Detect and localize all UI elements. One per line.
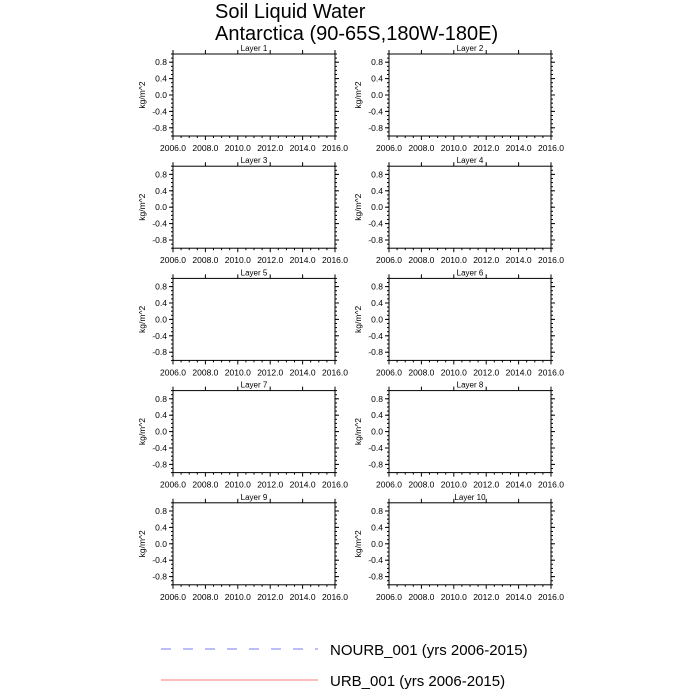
- y-tick-label: -0.8: [152, 122, 167, 133]
- y-tick-label: 0.4: [371, 298, 383, 308]
- x-tick-label: 2016.0: [538, 367, 564, 378]
- panel-title: Layer 7: [240, 380, 268, 390]
- legend-label-urb: URB_001 (yrs 2006-2015): [330, 673, 506, 690]
- y-tick-label: 0.8: [371, 281, 383, 292]
- plot-frame: [173, 503, 335, 585]
- x-tick-label: 2010.0: [440, 479, 467, 490]
- panel-layer-6: [353, 268, 564, 377]
- plot-frame: [389, 391, 551, 473]
- x-tick-label: 2010.0: [224, 367, 251, 378]
- y-tick-label: 0.8: [155, 506, 167, 516]
- x-tick-label: 2014.0: [289, 143, 316, 153]
- y-tick-label: -0.8: [152, 571, 167, 582]
- y-axis-label: kg/m^2: [137, 193, 147, 221]
- panel-title: Layer 1: [240, 44, 268, 53]
- y-tick-label: -0.8: [368, 235, 383, 245]
- y-tick-label: -0.8: [152, 235, 167, 245]
- y-tick-label: -0.4: [368, 443, 383, 453]
- panel-title: Layer 5: [240, 268, 268, 278]
- x-tick-label: 2016.0: [322, 255, 348, 266]
- x-tick-label: 2006.0: [160, 143, 186, 153]
- x-tick-label: 2012.0: [257, 255, 284, 266]
- y-tick-label: 0.8: [155, 281, 167, 292]
- x-tick-label: 2014.0: [505, 479, 532, 490]
- panel-layer-4: [353, 156, 564, 265]
- x-tick-label: 2014.0: [505, 255, 532, 266]
- x-tick-label: 2016.0: [322, 143, 348, 153]
- x-tick-label: 2016.0: [322, 479, 348, 490]
- x-tick-label: 2008.0: [192, 255, 219, 266]
- x-tick-label: 2008.0: [408, 591, 435, 602]
- x-tick-label: 2012.0: [473, 255, 500, 266]
- y-tick-label: -0.8: [152, 347, 167, 358]
- y-tick-label: 0.8: [155, 57, 167, 68]
- y-axis-label: kg/m^2: [353, 530, 363, 558]
- panel-title: Layer 10: [454, 492, 486, 502]
- y-tick-label: -0.8: [368, 347, 383, 358]
- y-tick-label: -0.4: [368, 555, 383, 566]
- y-axis-label: kg/m^2: [137, 530, 147, 558]
- y-tick-label: 0.4: [155, 298, 167, 308]
- x-tick-label: 2014.0: [289, 255, 316, 266]
- y-axis-label: kg/m^2: [137, 305, 147, 333]
- x-tick-label: 2014.0: [289, 591, 316, 602]
- y-tick-label: -0.4: [368, 218, 383, 229]
- x-tick-label: 2010.0: [224, 255, 251, 266]
- plot-frame: [389, 166, 551, 248]
- plot-frame: [173, 54, 335, 136]
- y-tick-label: 0.8: [155, 393, 167, 404]
- y-tick-label: -0.8: [152, 459, 167, 470]
- panel-title: Layer 4: [456, 156, 484, 166]
- panel-title: Layer 3: [240, 156, 268, 166]
- x-tick-label: 2010.0: [224, 143, 251, 153]
- y-axis-label: kg/m^2: [137, 418, 147, 446]
- x-tick-label: 2010.0: [440, 591, 467, 602]
- plot-frame: [389, 278, 551, 360]
- x-tick-label: 2006.0: [160, 255, 186, 266]
- x-tick-label: 2006.0: [376, 591, 402, 602]
- y-tick-label: -0.4: [152, 555, 167, 566]
- x-tick-label: 2008.0: [192, 479, 219, 490]
- panel-layer-7: [137, 381, 348, 490]
- y-tick-label: 0.8: [371, 169, 383, 180]
- y-tick-label: 0.0: [371, 202, 383, 213]
- x-tick-label: 2010.0: [440, 255, 467, 266]
- x-tick-label: 2008.0: [192, 367, 219, 378]
- y-tick-label: -0.4: [152, 443, 167, 453]
- x-tick-label: 2016.0: [538, 479, 564, 490]
- x-tick-label: 2010.0: [224, 479, 251, 490]
- x-tick-label: 2016.0: [538, 255, 564, 266]
- x-tick-label: 2006.0: [376, 143, 402, 153]
- x-tick-label: 2008.0: [408, 479, 435, 490]
- y-tick-label: -0.4: [368, 106, 383, 117]
- x-tick-label: 2016.0: [538, 143, 564, 153]
- x-tick-label: 2016.0: [322, 591, 348, 602]
- y-axis-label: kg/m^2: [353, 305, 363, 333]
- chart-title-line-2: Antarctica (90-65S,180W-180E): [215, 23, 499, 45]
- y-tick-label: 0.4: [155, 73, 167, 84]
- x-tick-label: 2014.0: [505, 143, 532, 153]
- y-tick-label: -0.4: [152, 106, 167, 117]
- y-tick-label: -0.4: [368, 330, 383, 341]
- y-tick-label: -0.8: [368, 122, 383, 133]
- x-tick-label: 2012.0: [257, 367, 284, 378]
- x-tick-label: 2006.0: [376, 367, 402, 378]
- x-tick-label: 2012.0: [257, 143, 284, 153]
- y-tick-label: 0.4: [155, 522, 167, 533]
- x-tick-label: 2012.0: [473, 591, 500, 602]
- x-tick-label: 2010.0: [440, 143, 467, 153]
- panel-title: Layer 6: [456, 268, 484, 278]
- x-tick-label: 2012.0: [473, 367, 500, 378]
- plot-frame: [173, 391, 335, 473]
- panel-layer-9: [137, 493, 348, 602]
- plot-frame: [173, 166, 335, 248]
- plot-frame: [173, 278, 335, 360]
- plot-frame: [389, 503, 551, 585]
- x-tick-label: 2014.0: [289, 367, 316, 378]
- legend: [161, 642, 528, 690]
- x-tick-label: 2016.0: [322, 367, 348, 378]
- panel-layer-3: [137, 156, 348, 265]
- y-axis-label: kg/m^2: [353, 193, 363, 221]
- legend-label-nourb: NOURB_001 (yrs 2006-2015): [330, 642, 528, 659]
- y-tick-label: 0.8: [155, 169, 167, 180]
- y-tick-label: 0.0: [155, 538, 167, 549]
- x-tick-label: 2008.0: [408, 143, 435, 153]
- y-axis-label: kg/m^2: [353, 418, 363, 446]
- x-tick-label: 2006.0: [376, 255, 402, 266]
- x-tick-label: 2012.0: [257, 479, 284, 490]
- x-tick-label: 2012.0: [473, 143, 500, 153]
- y-tick-label: 0.8: [371, 506, 383, 516]
- x-tick-label: 2006.0: [160, 591, 186, 602]
- chart-title-line-1: Soil Liquid Water: [215, 1, 366, 23]
- y-tick-label: -0.4: [152, 218, 167, 229]
- y-tick-label: 0.8: [371, 393, 383, 404]
- y-tick-label: 0.0: [371, 314, 383, 325]
- x-tick-label: 2008.0: [408, 367, 435, 378]
- x-tick-label: 2006.0: [160, 479, 186, 490]
- x-tick-label: 2014.0: [505, 591, 532, 602]
- y-tick-label: 0.4: [155, 185, 167, 196]
- x-tick-label: 2010.0: [224, 591, 251, 602]
- y-tick-label: 0.4: [371, 410, 383, 421]
- y-axis-label: kg/m^2: [353, 81, 363, 109]
- x-tick-label: 2016.0: [538, 591, 564, 602]
- x-tick-label: 2006.0: [376, 479, 402, 490]
- panel-layer-8: [353, 381, 564, 490]
- panel-title: Layer 8: [456, 380, 484, 390]
- y-tick-label: 0.4: [371, 185, 383, 196]
- x-tick-label: 2006.0: [160, 367, 186, 378]
- y-tick-label: 0.0: [371, 538, 383, 549]
- x-tick-label: 2008.0: [408, 255, 435, 266]
- y-tick-label: -0.8: [368, 459, 383, 470]
- y-tick-label: 0.0: [155, 426, 167, 437]
- x-tick-label: 2010.0: [440, 367, 467, 378]
- y-tick-label: -0.4: [152, 330, 167, 341]
- plot-frame: [389, 54, 551, 136]
- panel-title: Layer 2: [456, 44, 484, 53]
- y-tick-label: 0.0: [155, 90, 167, 100]
- x-tick-label: 2008.0: [192, 591, 219, 602]
- y-axis-label: kg/m^2: [137, 81, 147, 109]
- y-tick-label: 0.0: [371, 90, 383, 100]
- y-tick-label: 0.4: [371, 73, 383, 84]
- panel-title: Layer 9: [240, 492, 268, 502]
- panel-layer-2: [353, 44, 564, 153]
- y-tick-label: 0.0: [155, 202, 167, 213]
- panel-layer-1: [137, 44, 348, 153]
- y-tick-label: 0.4: [371, 522, 383, 533]
- x-tick-label: 2008.0: [192, 143, 219, 153]
- x-tick-label: 2014.0: [289, 479, 316, 490]
- y-tick-label: 0.8: [371, 57, 383, 68]
- panel-layer-5: [137, 268, 348, 377]
- x-tick-label: 2014.0: [505, 367, 532, 378]
- y-tick-label: 0.0: [155, 314, 167, 325]
- x-tick-label: 2012.0: [257, 591, 284, 602]
- x-tick-label: 2012.0: [473, 479, 500, 490]
- y-tick-label: 0.0: [371, 426, 383, 437]
- y-tick-label: 0.4: [155, 410, 167, 421]
- panel-layer-10: [353, 493, 564, 602]
- y-tick-label: -0.8: [368, 571, 383, 582]
